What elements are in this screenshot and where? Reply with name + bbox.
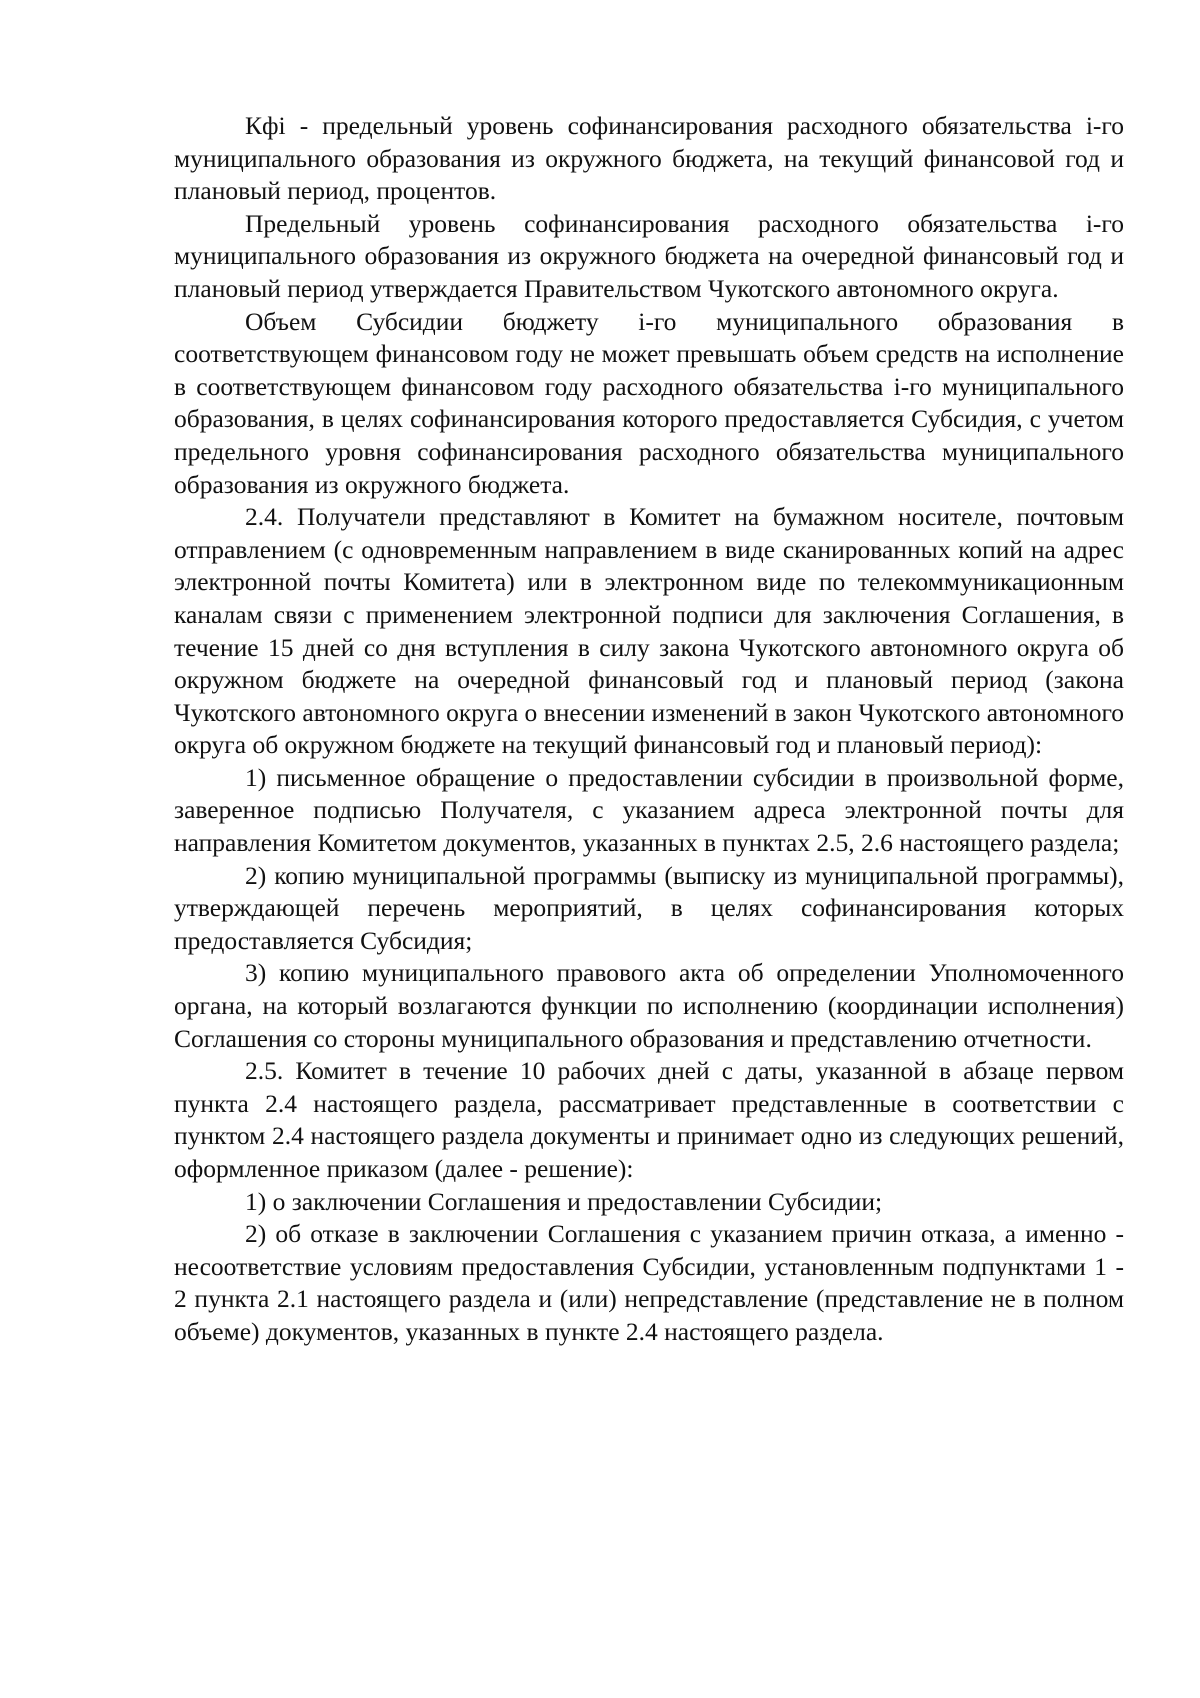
paragraph-item-1-application: 1) письменное обращение о предоставлении субсидии в произвольной форме, заверенное подписью Получателя, с указанием адреса электронной почты для направления Комитетом документов, указанных в пунктах 2.5, 2.6 настоящего раздела; <box>174 762 1124 858</box>
paragraph-decision-2: 2) об отказе в заключении Соглашения с указанием причин отказа, а именно - несоответствие условиям предоставления Субсидии, установленным подпунктами 1 - 2 пункта 2.1 настоящего раздела и (или) непредставление (представление не в полном объеме) документов, указанных в пункте 2.4 настоящего раздела. <box>174 1219 1124 1346</box>
paragraph-cofinancing-level: Предельный уровень софинансирования расходного обязательства i-го муниципального образования из окружного бюджета на очередной финансовый год и плановый период утверждается Правительством Чукотского автономного округа. <box>174 208 1124 303</box>
paragraph-section-2-4: 2.4. Получатели представляют в Комитет на бумажном носителе, почтовым отправлением (с одновременным направлением в виде сканированных копий на адрес электронной почты Комитета) или в электронном виде по телекоммуникационным каналам связи с применением электронной подписи для заключения Соглашения, в течение 15 дней со дня вступления в силу закона Чукотского автономного округа об окружном бюджете на очередной финансовый год и плановый период (закона Чукотского автономного округа о внесении изменений в закон Чукотского автономного округа об окружном бюджете на текущий финансовый год и плановый период): <box>174 502 1125 760</box>
document-body <box>174 110 1124 1349</box>
paragraph-subsidy-volume: Объем Субсидии бюджету i-го муниципального образования в соответствующем финансовом году не может превышать объем средств на исполнение в соответствующем финансовом году расходного обязательства i-го муниципального образования, в целях софинансирования которого предоставляется Субсидия, с учетом предельного уровня софинансирования расходного обязательства муниципального образования из окружного бюджета. <box>174 306 1124 499</box>
paragraph-section-2-5: 2.5. Комитет в течение 10 рабочих дней с даты, указанной в абзаце первом пункта 2.4 настоящего раздела, рассматривает представленные в соответствии с пунктом 2.4 настоящего раздела документы и принимает одно из следующих решений, оформленное приказом (далее - решение): <box>174 1056 1124 1183</box>
paragraph-decision-1: 1) о заключении Соглашения и предоставлении Субсидии; <box>245 1186 883 1216</box>
paragraph-kfi-definition: Кфi - предельный уровень софинансирования расходного обязательства i-го муниципального образования из окружного бюджета, на текущий финансовой год и плановый период, процентов. <box>174 111 1124 206</box>
paragraph-item-2-program-copy: 2) копию муниципальной программы (выписку из муниципальной программы), утверждающей перечень мероприятий, в целях софинансирования которых предоставляется Субсидия; <box>174 860 1124 955</box>
paragraph-item-3-legal-act: 3) копию муниципального правового акта об определении Уполномоченного органа, на который возлагаются функции по исполнению (координации исполнения) Соглашения со стороны муниципального образования и представлению отчетности. <box>174 958 1124 1053</box>
